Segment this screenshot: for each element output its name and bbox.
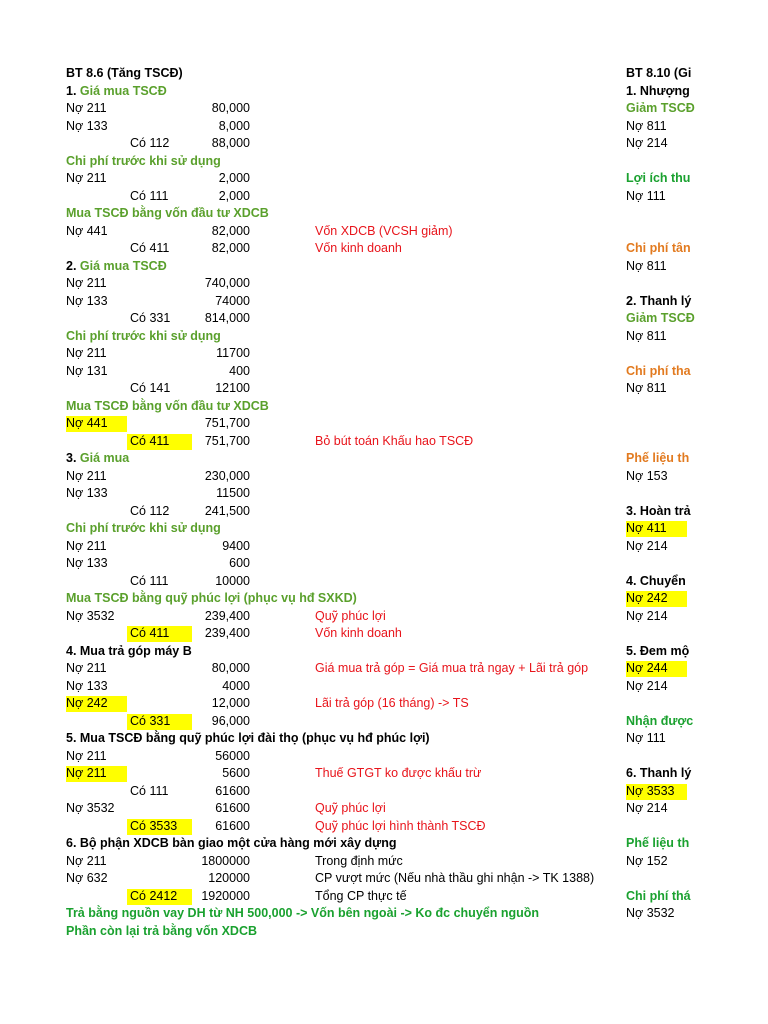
ledger-row xyxy=(66,258,626,276)
row-heading: 6. Bộ phận XDCB bàn giao một cửa hàng mới xây dựng xyxy=(66,836,397,850)
row-text: Phế liệu th xyxy=(626,836,690,850)
ledger-row xyxy=(626,240,768,258)
amount: 4000 xyxy=(222,678,250,693)
row-text: 5. Đem mộ xyxy=(626,643,690,658)
debit-account: Nợ 211 xyxy=(66,346,107,360)
row-note: CP vượt mức (Nếu nhà thầu ghi nhận -> TK 1388) xyxy=(315,871,595,885)
row-text: Nợ 242 xyxy=(626,591,668,605)
ledger-row xyxy=(66,905,626,923)
debit-account: Nợ 133 xyxy=(66,486,108,500)
ledger-row xyxy=(66,398,626,416)
ledger-row xyxy=(626,363,768,381)
ledger-row xyxy=(66,275,626,293)
amount: 88,000 xyxy=(211,136,250,150)
ledger-row xyxy=(626,853,768,871)
row-text: Nợ 811 xyxy=(626,328,667,343)
ledger-row xyxy=(626,555,768,573)
ledger-row xyxy=(626,625,768,643)
ledger-row xyxy=(66,730,626,748)
ledger-row xyxy=(66,135,626,153)
row-heading: Chi phí trước khi sử dụng xyxy=(66,328,221,343)
ledger-row xyxy=(626,65,768,83)
amount: 239,400 xyxy=(204,608,250,623)
debit-account: Nợ 211 xyxy=(66,748,107,763)
ledger-row xyxy=(66,468,626,486)
debit-account: Nợ 133 xyxy=(66,118,108,133)
ledger-row xyxy=(66,853,626,871)
row-heading: 4. Mua trả góp máy B xyxy=(66,643,192,658)
row-text: Chi phí tân xyxy=(626,241,691,255)
credit-account: Có 411 xyxy=(130,241,170,255)
amount: 1920000 xyxy=(201,888,250,903)
row-heading: BT 8.6 (Tăng TSCĐ) xyxy=(66,66,183,80)
left-column-bt-8-6 xyxy=(66,65,626,940)
ledger-row xyxy=(626,153,768,171)
amount: 751,700 xyxy=(204,416,250,430)
ledger-row xyxy=(626,223,768,241)
credit-account: Có 112 xyxy=(130,136,170,150)
ledger-row xyxy=(626,608,768,626)
ledger-row xyxy=(66,573,626,591)
row-note: Vốn XDCB (VCSH giảm) xyxy=(315,223,453,238)
ledger-row xyxy=(626,328,768,346)
amount: 239,400 xyxy=(204,626,250,640)
row-heading: Trả bằng nguồn vay DH từ NH 500,000 -> Vốn bên ngoài -> Ko đc chuyển nguồn xyxy=(66,906,540,920)
amount: 61600 xyxy=(215,801,250,815)
ledger-row xyxy=(66,205,626,223)
amount: 80,000 xyxy=(211,661,250,675)
row-note: Giá mua trả góp = Giá mua trả ngay + Lãi trả góp xyxy=(315,661,589,675)
row-text: Chi phí thá xyxy=(626,888,691,903)
row-note: Tổng CP thực tế xyxy=(315,888,407,903)
amount: 11700 xyxy=(216,346,250,360)
row-text: Nợ 214 xyxy=(626,136,668,150)
credit-account: Có 411 xyxy=(130,433,170,448)
row-text: BT 8.10 (Gi xyxy=(626,66,692,80)
row-text: 4. Chuyển xyxy=(626,573,686,588)
ledger-row xyxy=(626,275,768,293)
debit-account: Nợ 242 xyxy=(66,696,108,710)
ledger-row xyxy=(626,83,768,101)
ledger-row xyxy=(66,800,626,818)
section-number: 2. xyxy=(66,258,80,273)
ledger-row xyxy=(66,590,626,608)
ledger-row xyxy=(626,905,768,923)
row-note: Quỹ phúc lợi xyxy=(315,801,386,815)
section-label: Giá mua TSCĐ xyxy=(79,258,167,273)
amount: 230,000 xyxy=(204,468,250,483)
amount: 56000 xyxy=(215,748,250,763)
row-note: Bỏ bút toán Khấu hao TSCĐ xyxy=(315,433,474,448)
amount: 12,000 xyxy=(211,696,250,710)
row-text: 2. Thanh lý xyxy=(626,293,692,308)
amount: 120000 xyxy=(208,871,250,885)
debit-account: Nợ 211 xyxy=(66,171,107,185)
ledger-row xyxy=(66,415,626,433)
debit-account: Nợ 211 xyxy=(66,661,107,675)
ledger-row xyxy=(66,328,626,346)
debit-account: Nợ 211 xyxy=(66,468,107,483)
row-text: Lợi ích thu xyxy=(626,171,691,185)
debit-account: Nợ 632 xyxy=(66,871,108,885)
amount: 61600 xyxy=(215,818,250,833)
row-text: Nợ 811 xyxy=(626,118,667,133)
row-note: Trong định mức xyxy=(315,853,403,868)
amount: 80,000 xyxy=(211,101,250,115)
ledger-row xyxy=(626,573,768,591)
debit-account: Nợ 133 xyxy=(66,678,108,693)
row-heading: Phần còn lại trả bằng vốn XDCB xyxy=(66,923,257,938)
section-number: 3. xyxy=(66,451,80,465)
amount: 10000 xyxy=(215,573,250,588)
debit-account: Nợ 211 xyxy=(66,538,107,553)
row-text: Nợ 153 xyxy=(626,468,668,483)
amount: 12100 xyxy=(215,381,250,395)
section-heading xyxy=(66,450,129,468)
row-text: Nhận được xyxy=(626,713,694,728)
row-text: Nợ 3533 xyxy=(626,783,675,798)
ledger-row xyxy=(626,293,768,311)
row-text: Phế liệu th xyxy=(626,451,690,465)
ledger-row xyxy=(626,205,768,223)
section-number: 1. xyxy=(66,83,80,98)
debit-account: Nợ 211 xyxy=(66,101,107,115)
ledger-row xyxy=(626,433,768,451)
debit-account: Nợ 3532 xyxy=(66,801,115,815)
ledger-row xyxy=(626,748,768,766)
ledger-row xyxy=(626,485,768,503)
ledger-row xyxy=(66,65,626,83)
ledger-row xyxy=(66,83,626,101)
row-text: Nợ 3532 xyxy=(626,906,675,920)
ledger-row xyxy=(626,643,768,661)
ledger-row xyxy=(626,835,768,853)
section-heading xyxy=(66,83,167,101)
ledger-row xyxy=(66,433,626,451)
ledger-row xyxy=(66,520,626,538)
ledger-row xyxy=(66,818,626,836)
credit-account: Có 111 xyxy=(130,188,169,203)
amount: 11500 xyxy=(216,486,250,500)
row-note: Thuế GTGT ko được khấu trừ xyxy=(315,766,482,780)
ledger-row xyxy=(626,818,768,836)
amount: 9400 xyxy=(222,538,250,553)
amount: 96,000 xyxy=(211,713,250,728)
row-heading: Chi phí trước khi sử dụng xyxy=(66,153,221,168)
ledger-row xyxy=(626,345,768,363)
ledger-row xyxy=(66,713,626,731)
ledger-row xyxy=(66,118,626,136)
credit-account: Có 2412 xyxy=(130,888,178,903)
row-text: Nợ 214 xyxy=(626,608,668,623)
ledger-row xyxy=(626,188,768,206)
row-heading: Chi phí trước khi sử dụng xyxy=(66,521,221,535)
credit-account: Có 111 xyxy=(130,783,169,798)
ledger-row xyxy=(66,485,626,503)
debit-account: Nợ 3532 xyxy=(66,608,115,623)
debit-account: Nợ 441 xyxy=(66,416,108,430)
ledger-row xyxy=(66,765,626,783)
row-text: 3. Hoàn trả xyxy=(626,503,691,518)
ledger-row xyxy=(626,870,768,888)
amount: 8,000 xyxy=(218,118,250,133)
ledger-row xyxy=(66,870,626,888)
row-text: 1. Nhượng xyxy=(626,83,690,98)
ledger-row xyxy=(626,590,768,608)
ledger-row xyxy=(626,888,768,906)
ledger-row xyxy=(626,100,768,118)
debit-account: Nợ 131 xyxy=(66,363,108,378)
amount: 740,000 xyxy=(204,276,250,290)
amount: 61600 xyxy=(215,783,250,798)
ledger-row xyxy=(66,153,626,171)
ledger-row xyxy=(626,765,768,783)
amount: 600 xyxy=(229,556,250,570)
ledger-row xyxy=(66,678,626,696)
ledger-row xyxy=(626,695,768,713)
ledger-row xyxy=(66,223,626,241)
row-text: Nợ 244 xyxy=(626,661,668,675)
amount: 751,700 xyxy=(204,433,250,448)
row-text: Nợ 214 xyxy=(626,538,668,553)
ledger-row xyxy=(66,170,626,188)
row-text: Nợ 411 xyxy=(626,521,667,535)
section-label: Giá mua xyxy=(79,451,130,465)
ledger-row xyxy=(626,118,768,136)
ledger-row xyxy=(626,800,768,818)
ledger-row xyxy=(66,345,626,363)
row-note: Quỹ phúc lợi xyxy=(315,608,386,623)
credit-account: Có 3533 xyxy=(130,818,178,833)
debit-account: Nợ 211 xyxy=(66,276,107,290)
amount: 400 xyxy=(229,363,250,378)
amount: 74000 xyxy=(215,293,250,308)
ledger-row xyxy=(626,503,768,521)
amount: 1800000 xyxy=(201,853,250,868)
row-heading: 5. Mua TSCĐ bằng quỹ phúc lợi đài thọ (phục vụ hđ phúc lợi) xyxy=(66,731,430,745)
ledger-row xyxy=(626,783,768,801)
credit-account: Có 411 xyxy=(130,626,170,640)
debit-account: Nợ 133 xyxy=(66,556,108,570)
row-text: Giảm TSCĐ xyxy=(626,311,695,325)
row-text: 6. Thanh lý xyxy=(626,766,692,780)
credit-account: Có 331 xyxy=(130,713,171,728)
section-label: Giá mua TSCĐ xyxy=(79,83,167,98)
ledger-row xyxy=(66,293,626,311)
row-text: Nợ 111 xyxy=(626,731,666,745)
ledger-row xyxy=(66,538,626,556)
ledger-row xyxy=(626,135,768,153)
ledger-row xyxy=(66,555,626,573)
ledger-row xyxy=(626,415,768,433)
ledger-row xyxy=(626,713,768,731)
amount: 814,000 xyxy=(204,311,250,325)
row-heading: Mua TSCĐ bằng vốn đầu tư XDCB xyxy=(66,398,269,413)
row-heading: Mua TSCĐ bằng vốn đầu tư XDCB xyxy=(66,206,269,220)
row-note: Vốn kinh doanh xyxy=(315,241,402,255)
row-note: Quỹ phúc lợi hình thành TSCĐ xyxy=(315,818,486,833)
ledger-row xyxy=(626,678,768,696)
ledger-row xyxy=(66,450,626,468)
right-column-bt-8-10 xyxy=(626,65,768,923)
amount: 82,000 xyxy=(211,223,250,238)
credit-account: Có 111 xyxy=(130,573,169,588)
credit-account: Có 112 xyxy=(130,503,170,518)
ledger-row xyxy=(626,170,768,188)
debit-account: Nợ 133 xyxy=(66,293,108,308)
ledger-row xyxy=(66,240,626,258)
ledger-row xyxy=(626,380,768,398)
amount: 5600 xyxy=(222,766,250,780)
row-text: Nợ 152 xyxy=(626,853,668,868)
ledger-row xyxy=(626,520,768,538)
ledger-row xyxy=(66,363,626,381)
ledger-row xyxy=(66,835,626,853)
ledger-row xyxy=(626,730,768,748)
ledger-row xyxy=(66,188,626,206)
ledger-row xyxy=(626,258,768,276)
ledger-row xyxy=(66,503,626,521)
ledger-row xyxy=(66,923,626,941)
row-text: Nợ 111 xyxy=(626,188,666,203)
ledger-row xyxy=(66,310,626,328)
amount: 241,500 xyxy=(204,503,250,518)
row-text: Giảm TSCĐ xyxy=(626,101,695,115)
ledger-row xyxy=(66,748,626,766)
ledger-row xyxy=(626,450,768,468)
ledger-row xyxy=(66,783,626,801)
row-text: Nợ 214 xyxy=(626,678,668,693)
row-text: Nợ 811 xyxy=(626,258,667,273)
section-heading xyxy=(66,258,167,276)
ledger-row xyxy=(66,625,626,643)
ledger-row xyxy=(66,380,626,398)
ledger-row xyxy=(626,538,768,556)
row-text: Chi phí tha xyxy=(626,363,691,378)
row-note: Vốn kinh doanh xyxy=(315,626,402,640)
ledger-row xyxy=(626,398,768,416)
ledger-row xyxy=(66,643,626,661)
ledger-row xyxy=(66,608,626,626)
ledger-row xyxy=(66,695,626,713)
ledger-row xyxy=(626,310,768,328)
debit-account: Nợ 211 xyxy=(66,853,107,868)
row-note: Lãi trả góp (16 tháng) -> TS xyxy=(315,696,469,710)
credit-account: Có 141 xyxy=(130,381,171,395)
ledger-row xyxy=(626,660,768,678)
amount: 82,000 xyxy=(211,241,250,255)
debit-account: Nợ 211 xyxy=(66,766,107,780)
debit-account: Nợ 441 xyxy=(66,223,108,238)
ledger-row xyxy=(626,468,768,486)
ledger-row xyxy=(66,100,626,118)
row-text: Nợ 811 xyxy=(626,381,667,395)
row-text: Nợ 214 xyxy=(626,801,668,815)
row-heading: Mua TSCĐ bằng quỹ phúc lợi (phục vụ hđ SXKD) xyxy=(66,591,357,605)
amount: 2,000 xyxy=(218,171,250,185)
ledger-row xyxy=(66,660,626,678)
ledger-row xyxy=(66,888,626,906)
amount: 2,000 xyxy=(218,188,250,203)
credit-account: Có 331 xyxy=(130,311,171,325)
